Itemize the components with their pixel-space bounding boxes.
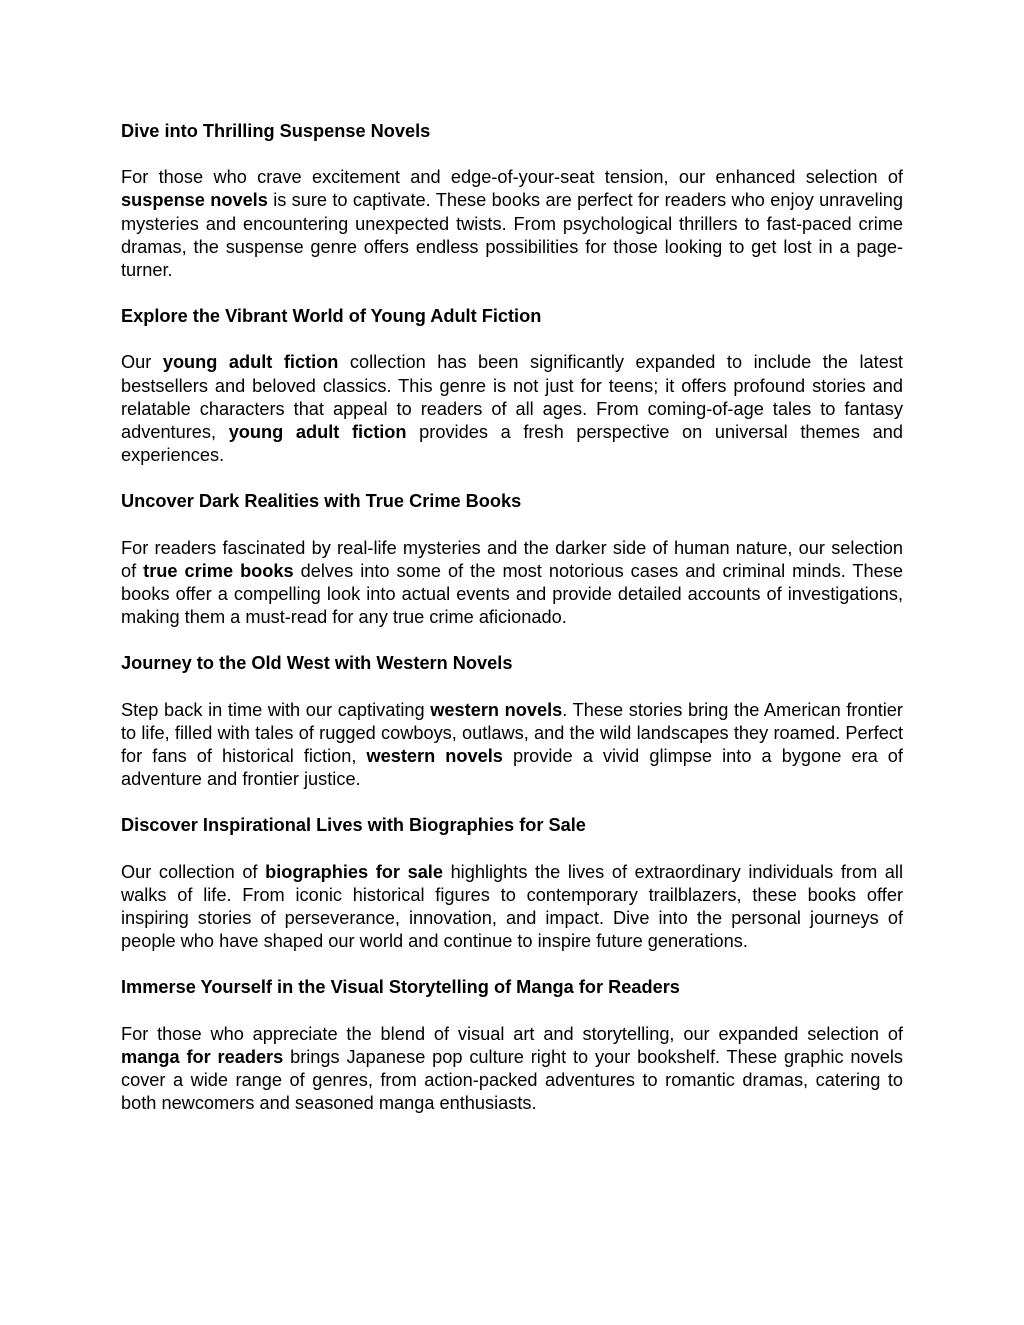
keyword-young-adult-fiction: young adult fiction bbox=[228, 422, 407, 443]
section-western-novels bbox=[121, 652, 903, 791]
section-heading: Dive into Thrilling Suspense Novels bbox=[121, 121, 431, 141]
section-young-adult-fiction bbox=[121, 305, 903, 467]
section-heading: Journey to the Old West with Western Novels bbox=[121, 653, 513, 674]
keyword-biographies-for-sale: biographies for sale bbox=[265, 861, 443, 882]
section-paragraph bbox=[121, 1023, 903, 1116]
keyword-manga-for-readers: manga for readers bbox=[121, 1046, 284, 1067]
section-paragraph bbox=[121, 537, 903, 630]
section-heading: Immerse Yourself in the Visual Storytelling of Manga for Readers bbox=[121, 977, 680, 998]
section-paragraph bbox=[121, 699, 903, 792]
keyword-western-novels: western novels bbox=[430, 699, 563, 720]
keyword-true-crime-books: true crime books bbox=[143, 560, 294, 581]
paragraph-text: Step back in time with our captivating bbox=[121, 699, 431, 720]
paragraph-text: provides a fresh perspective on universal themes and experiences. bbox=[121, 422, 903, 466]
paragraph-text: highlights the lives of extraordinary individuals from all walks of life. From iconic historical figures to contemporary trailblazers, these books offer inspiring stories of perseverance, innovation, and impact. Dive into the personal journeys of people who have shaped our world and continue to inspire future generations. bbox=[121, 861, 904, 952]
section-heading: Discover Inspirational Lives with Biographies for Sale bbox=[121, 815, 586, 836]
paragraph-text: provide a vivid glimpse into a bygone era of adventure and frontier justice. bbox=[121, 746, 903, 790]
section-paragraph bbox=[121, 861, 903, 954]
paragraph-text: For readers fascinated by real-life mysteries and the darker side of human nature, our selection of bbox=[121, 537, 903, 581]
document-body bbox=[121, 120, 903, 1116]
keyword-suspense-novels: suspense novels bbox=[121, 190, 268, 211]
paragraph-text: . These stories bring the American frontier to life, filled with tales of rugged cowboys, outlaws, and the wild landscapes they roamed. Perfect for fans of historical fiction, bbox=[121, 699, 903, 767]
paragraph-text: is sure to captivate. These books are perfect for readers who enjoy unraveling mysteries and encountering unexpected twists. From psychological thrillers to fast-paced crime dramas, the suspense genre offers endless possibilities for those looking to get lost in a page-turner. bbox=[121, 190, 903, 281]
section-paragraph bbox=[121, 351, 903, 467]
paragraph-text: For those who appreciate the blend of visual art and storytelling, our expanded selection of bbox=[121, 1023, 903, 1044]
section-manga-for-readers bbox=[121, 976, 903, 1115]
paragraph-text: brings Japanese pop culture right to your bookshelf. These graphic novels cover a wide range of genres, from action-packed adventures to romantic dramas, catering to both newcomers and seasoned manga enthusiasts. bbox=[121, 1046, 903, 1114]
paragraph-text: Our collection of bbox=[121, 861, 266, 882]
section-heading: Explore the Vibrant World of Young Adult Fiction bbox=[121, 306, 542, 327]
paragraph-text: collection has been significantly expanded to include the latest bestsellers and beloved classics. This genre is not just for teens; it offers profound stories and relatable characters that appeal to readers of all ages. From coming-of-age tales to fantasy adventures, bbox=[121, 352, 903, 443]
section-biographies-for-sale bbox=[121, 814, 903, 953]
keyword-young-adult-fiction: young adult fiction bbox=[162, 352, 339, 373]
keyword-western-novels: western novels bbox=[366, 746, 503, 767]
paragraph-text: For those who crave excitement and edge-of-your-seat tension, our enhanced selection of bbox=[121, 167, 903, 188]
paragraph-text: Our bbox=[121, 352, 163, 373]
section-paragraph bbox=[121, 166, 903, 282]
section-heading: Uncover Dark Realities with True Crime Books bbox=[121, 491, 522, 512]
section-true-crime-books bbox=[121, 490, 903, 629]
paragraph-text: delves into some of the most notorious cases and criminal minds. These books offer a compelling look into actual events and provide detailed accounts of investigations, making them a must-read for any true crime aficionado. bbox=[121, 560, 903, 628]
section-suspense-novels bbox=[121, 120, 903, 282]
